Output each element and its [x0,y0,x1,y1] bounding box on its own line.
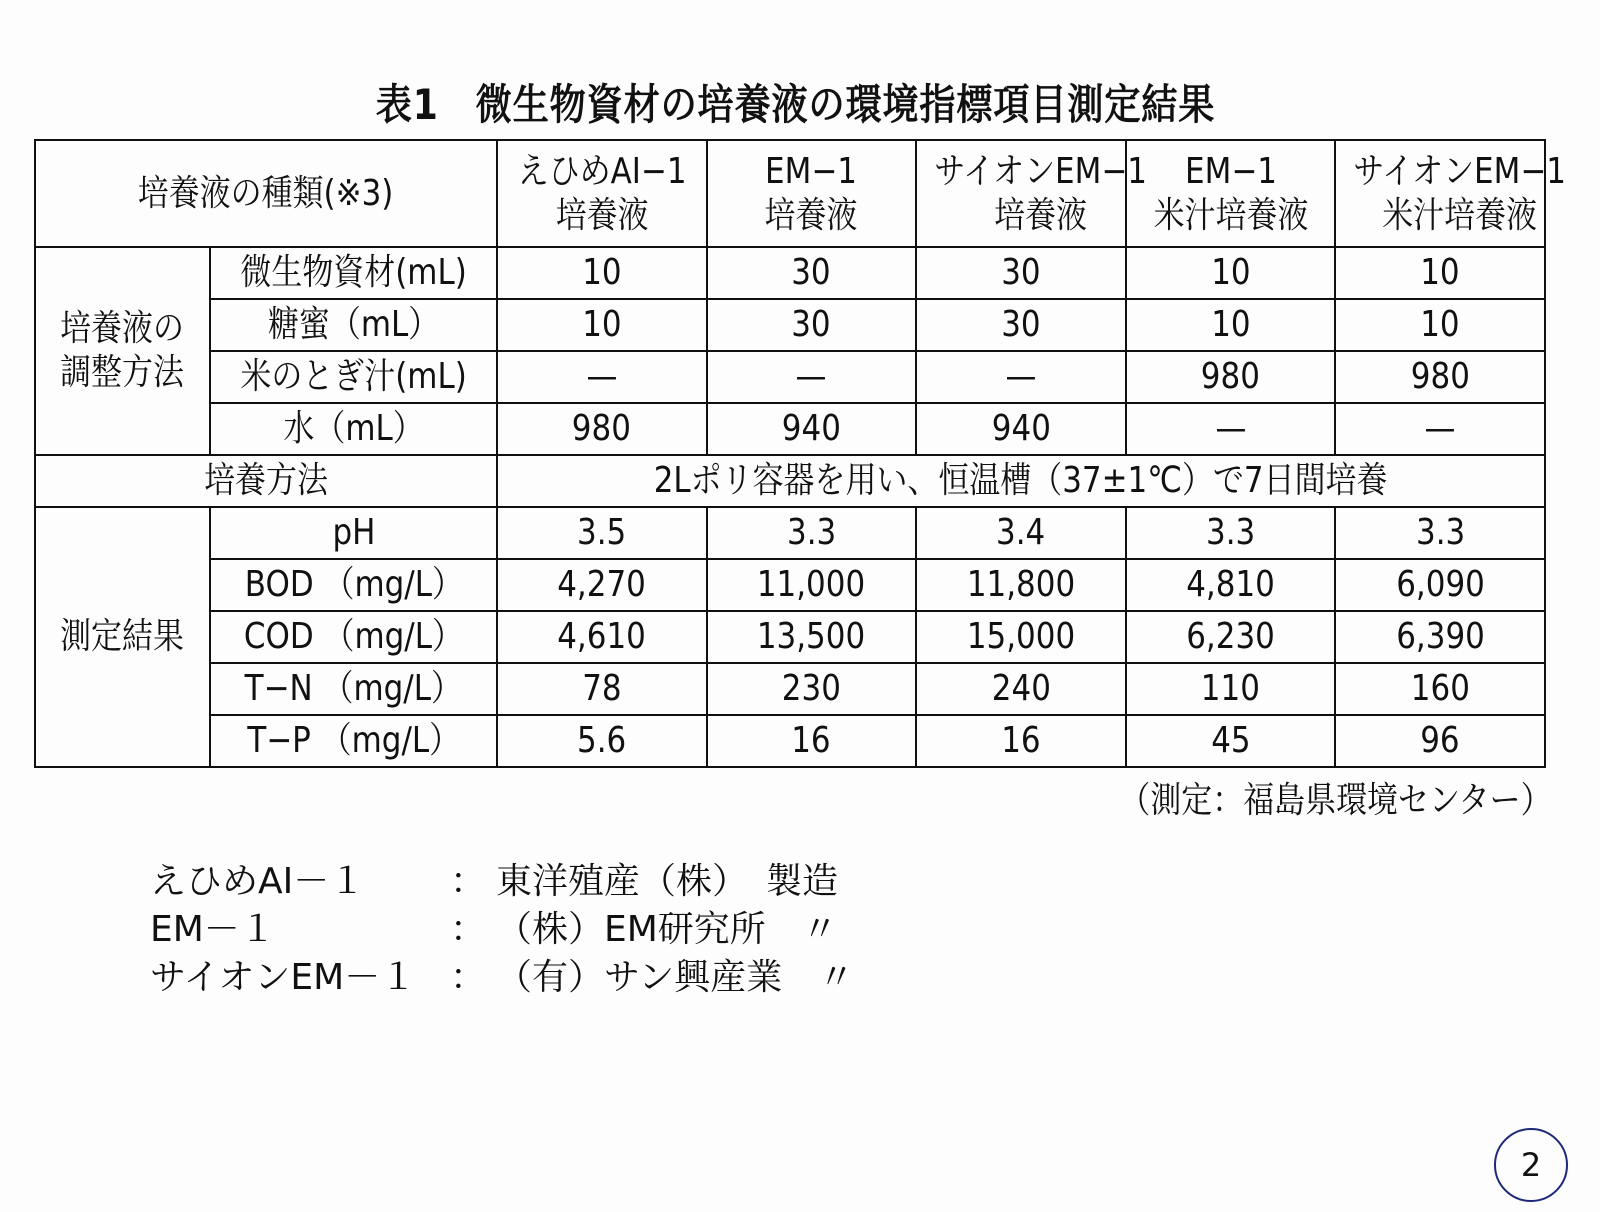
note-maker: （有）サン興産業 〃 [496,957,855,998]
row-label: 糖蜜（mL） [210,299,497,351]
table-cell: — [497,351,707,403]
row-label: T−P （mg/L） [210,715,497,767]
table-cell: 940 [707,403,917,455]
note-row [150,858,854,906]
table-cell: 6,390 [1335,611,1545,663]
table-cell: 16 [707,715,917,767]
row-label: 米のとぎ汁(mL) [210,351,497,403]
note-separator: ： [450,909,487,950]
table-cell: 13,500 [707,611,917,663]
table-cell: 110 [1126,663,1336,715]
table-row [35,507,1545,559]
note-product: EM－１ [150,909,276,950]
note-maker: （株）EM研究所 〃 [496,909,838,950]
table-row [35,559,1545,611]
row-label: 水（mL） [210,403,497,455]
row-label: COD （mg/L） [210,611,497,663]
table-cell: 4,270 [497,559,707,611]
method-row [35,455,1545,507]
table-header-row [35,140,1545,247]
table-cell: 980 [497,403,707,455]
table-row [35,663,1545,715]
table-cell: 11,800 [916,559,1126,611]
table-cell: 78 [497,663,707,715]
column-header: EM−1 培養液 [707,140,917,247]
table-cell: 30 [916,299,1126,351]
table-cell: 3.4 [916,507,1126,559]
row-label: 微生物資材(mL) [210,247,497,299]
row-label: pH [210,507,497,559]
note-product: えひめAI－１ [150,861,366,902]
table-cell: 230 [707,663,917,715]
table-cell: — [707,351,917,403]
table-cell: 96 [1335,715,1545,767]
table-cell: 30 [707,299,917,351]
table-cell: 160 [1335,663,1545,715]
note-row [150,906,854,954]
page-number: 2 [1494,1128,1568,1202]
table-cell: 16 [916,715,1126,767]
table-cell: 6,090 [1335,559,1545,611]
table-row [35,715,1545,767]
note-maker: 東洋殖産（株） 製造 [496,861,839,902]
table-cell: 4,610 [497,611,707,663]
table-cell: 30 [916,247,1126,299]
table-cell: — [1126,403,1336,455]
table-row [35,611,1545,663]
method-value: 2Lポリ容器を用い、恒温槽（37±1℃）で7日間培養 [497,455,1545,507]
results-group-label: 測定結果 [35,507,210,767]
header-label-cell: 培養液の種類(※3) [35,140,497,247]
manufacturer-notes [150,858,854,1002]
table-cell: 4,810 [1126,559,1336,611]
method-label: 培養方法 [35,455,497,507]
results-table [34,139,1567,768]
table-cell: 10 [1335,247,1545,299]
table-cell: 3.3 [707,507,917,559]
column-header: サイオンEM−1 米汁培養液 [1335,140,1545,247]
table-cell: 3.5 [497,507,707,559]
table-cell: 240 [916,663,1126,715]
table-cell: 980 [1126,351,1336,403]
table-cell: — [916,351,1126,403]
table-cell: 15,000 [916,611,1126,663]
note-separator: ： [450,957,487,998]
table-cell: 11,000 [707,559,917,611]
table-cell: 10 [497,247,707,299]
row-label: T−N （mg/L） [210,663,497,715]
table-cell: 45 [1126,715,1336,767]
table-cell: 10 [1126,247,1336,299]
table-cell: 940 [916,403,1126,455]
column-header: えひめAI−1 培養液 [497,140,707,247]
table-cell: 5.6 [497,715,707,767]
note-product: サイオンEM－１ [150,957,417,998]
table-cell: 30 [707,247,917,299]
table-cell: 10 [1335,299,1545,351]
table-row [35,299,1545,351]
table-row [35,403,1545,455]
table-title: 表1 微生物資材の培養液の環境指標項目測定結果 [375,80,1216,129]
note-row [150,954,854,1002]
table-cell: 10 [497,299,707,351]
column-header: EM−1 米汁培養液 [1126,140,1336,247]
column-header: サイオンEM−1 培養液 [916,140,1126,247]
table-cell: 6,230 [1126,611,1336,663]
note-separator: ： [450,861,487,902]
table-row [35,247,1545,299]
table-cell: 10 [1126,299,1336,351]
measurement-source: （測定：福島県環境センター） [1119,780,1552,821]
row-label: BOD （mg/L） [210,559,497,611]
table-cell: 3.3 [1126,507,1336,559]
table-cell: — [1335,403,1545,455]
prep-group-label: 培養液の 調整方法 [35,247,210,455]
table-cell: 980 [1335,351,1545,403]
table-cell: 3.3 [1335,507,1545,559]
table-row [35,351,1545,403]
